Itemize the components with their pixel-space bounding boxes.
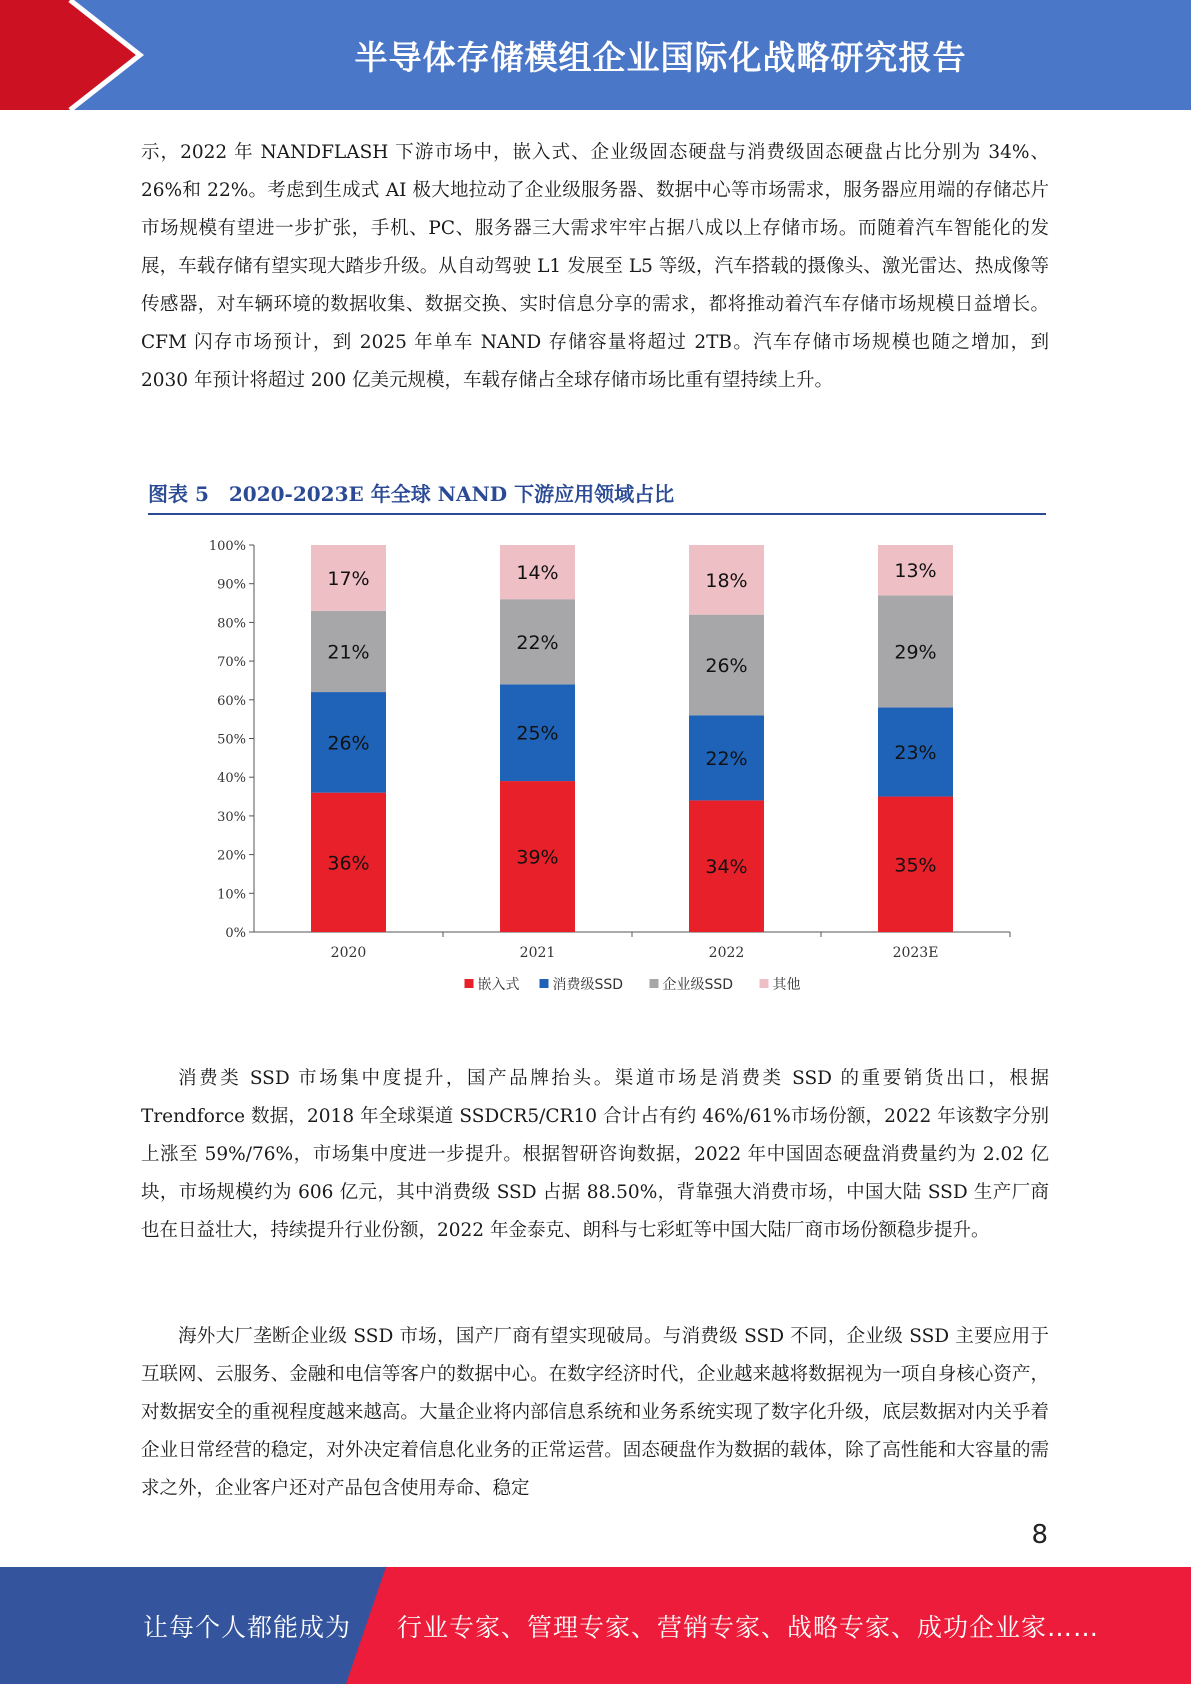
data-label: 26% [327,732,370,755]
data-label: 23% [894,742,937,765]
legend-swatch [465,979,474,988]
legend-swatch [760,979,769,988]
data-label: 34% [705,856,748,879]
chart-svg [148,520,1046,1010]
data-label: 36% [327,852,370,875]
footer-slogan-right: 行业专家、管理专家、营销专家、战略专家、成功企业家…… [397,1612,1100,1642]
y-tick-label: 30% [217,809,246,825]
body-paragraph-2: 消费类 SSD 市场集中度提升，国产品牌抬头。渠道市场是消费类 SSD 的重要销货出口，根据 Trendforce 数据，2018 年全球渠道 SSDCR5/CR10 合计占有约 46%/61%市场份额，2022 年该数字分别上涨至 59%/76%，市场集中度进一步提升。根据智研咨询数据，2022 年中国固态硬盘消费量约为 2.02 亿块，市场规模约为 606 亿元，其中消费级 SSD 占据 88.50%，背靠强大消费市场，中国大陆 SSD 生产厂商也在日益壮大，持续提升行业份额，2022 年金泰克、朗科与七彩虹等中国大陆厂商市场份额稳步提升。 [141,1068,1049,1241]
data-label: 14% [516,562,559,585]
x-tick-label: 2022 [708,945,745,961]
data-label: 22% [705,747,748,770]
x-tick-label: 2023E [892,945,939,961]
data-label: 29% [894,641,937,664]
red-arrow-graphic [0,0,160,110]
figure-title: 图表 5 2020-2023E 年全球 NAND 下游应用领域占比 [148,482,675,506]
data-label: 13% [894,560,937,583]
y-tick-label: 20% [217,848,246,864]
legend-label: 其他 [772,977,801,993]
y-tick-label: 40% [217,771,246,787]
y-tick-label: 0% [225,926,246,941]
page-footer [0,1567,1191,1684]
legend-swatch [540,979,549,988]
data-label: 22% [516,631,559,654]
y-tick-label: 10% [217,887,246,903]
page-number: 8 [1031,1520,1048,1550]
footer-slogan-left: 让每个人都能成为 [143,1612,352,1642]
body-paragraph-3: 海外大厂垄断企业级 SSD 市场，国产厂商有望实现破局。与消费级 SSD 不同，企业级 SSD 主要应用于互联网、云服务、金融和电信等客户的数据中心。在数字经济时代，企业越来越将数据视为一项自身核心资产，对数据安全的重视程度越来越高。大量企业将内部信息系统和业务系统实现了数字化升级，底层数据对内关乎着企业日常经营的稳定，对外决定着信息化业务的正常运营。固态硬盘作为数据的载体，除了高性能和大容量的需求之外，企业客户还对产品包含使用寿命、稳定 [141,1326,1049,1499]
y-tick-label: 100% [208,539,246,554]
x-tick-label: 2021 [519,945,556,961]
data-label: 26% [705,654,748,677]
legend-label: 企业级SSD [662,977,734,993]
stacked-bar-chart [148,520,1046,1010]
x-tick-label: 2020 [330,945,367,961]
data-label: 21% [327,641,370,664]
body-paragraph-1: 示，2022 年 NANDFLASH 下游市场中，嵌入式、企业级固态硬盘与消费级固态硬盘占比分别为 34%、26%和 22%。考虑到生成式 AI 极大地拉动了企业级服务器、数据中心等市场需求，服务器应用端的存储芯片市场规模有望进一步扩张，手机、PC、服务器三大需求牢牢占据八成以上存储市场。而随着汽车智能化的发展，车载存储有望实现大踏步升级。从自动驾驶 L1 发展至 L5 等级，汽车搭载的摄像头、激光雷达、热成像等传感器，对车辆环境的数据收集、数据交换、实时信息分享的需求，都将推动着汽车存储市场规模日益增长。CFM 闪存市场预计，到 2025 年单车 NAND 存储容量将超过 2TB。汽车存储市场规模也随之增加，到 2030 年预计将超过 200 亿美元规模，车载存储占全球存储市场比重有望持续上升。 [141,142,1049,391]
y-tick-label: 80% [217,616,246,632]
y-tick-label: 90% [217,577,246,593]
legend-label: 嵌入式 [477,977,520,993]
data-label: 25% [516,722,559,745]
y-tick-label: 50% [217,732,246,748]
y-tick-label: 60% [217,693,246,709]
figure-title-rule [148,513,1046,515]
legend-label: 消费级SSD [552,977,624,993]
data-label: 35% [894,854,937,877]
page-header [0,0,1191,110]
y-tick-label: 70% [217,655,246,671]
report-title: 半导体存储模组企业国际化战略研究报告 [354,37,967,77]
data-label: 39% [516,846,559,869]
data-label: 18% [705,569,748,592]
data-label: 17% [327,567,370,590]
legend-swatch [650,979,659,988]
